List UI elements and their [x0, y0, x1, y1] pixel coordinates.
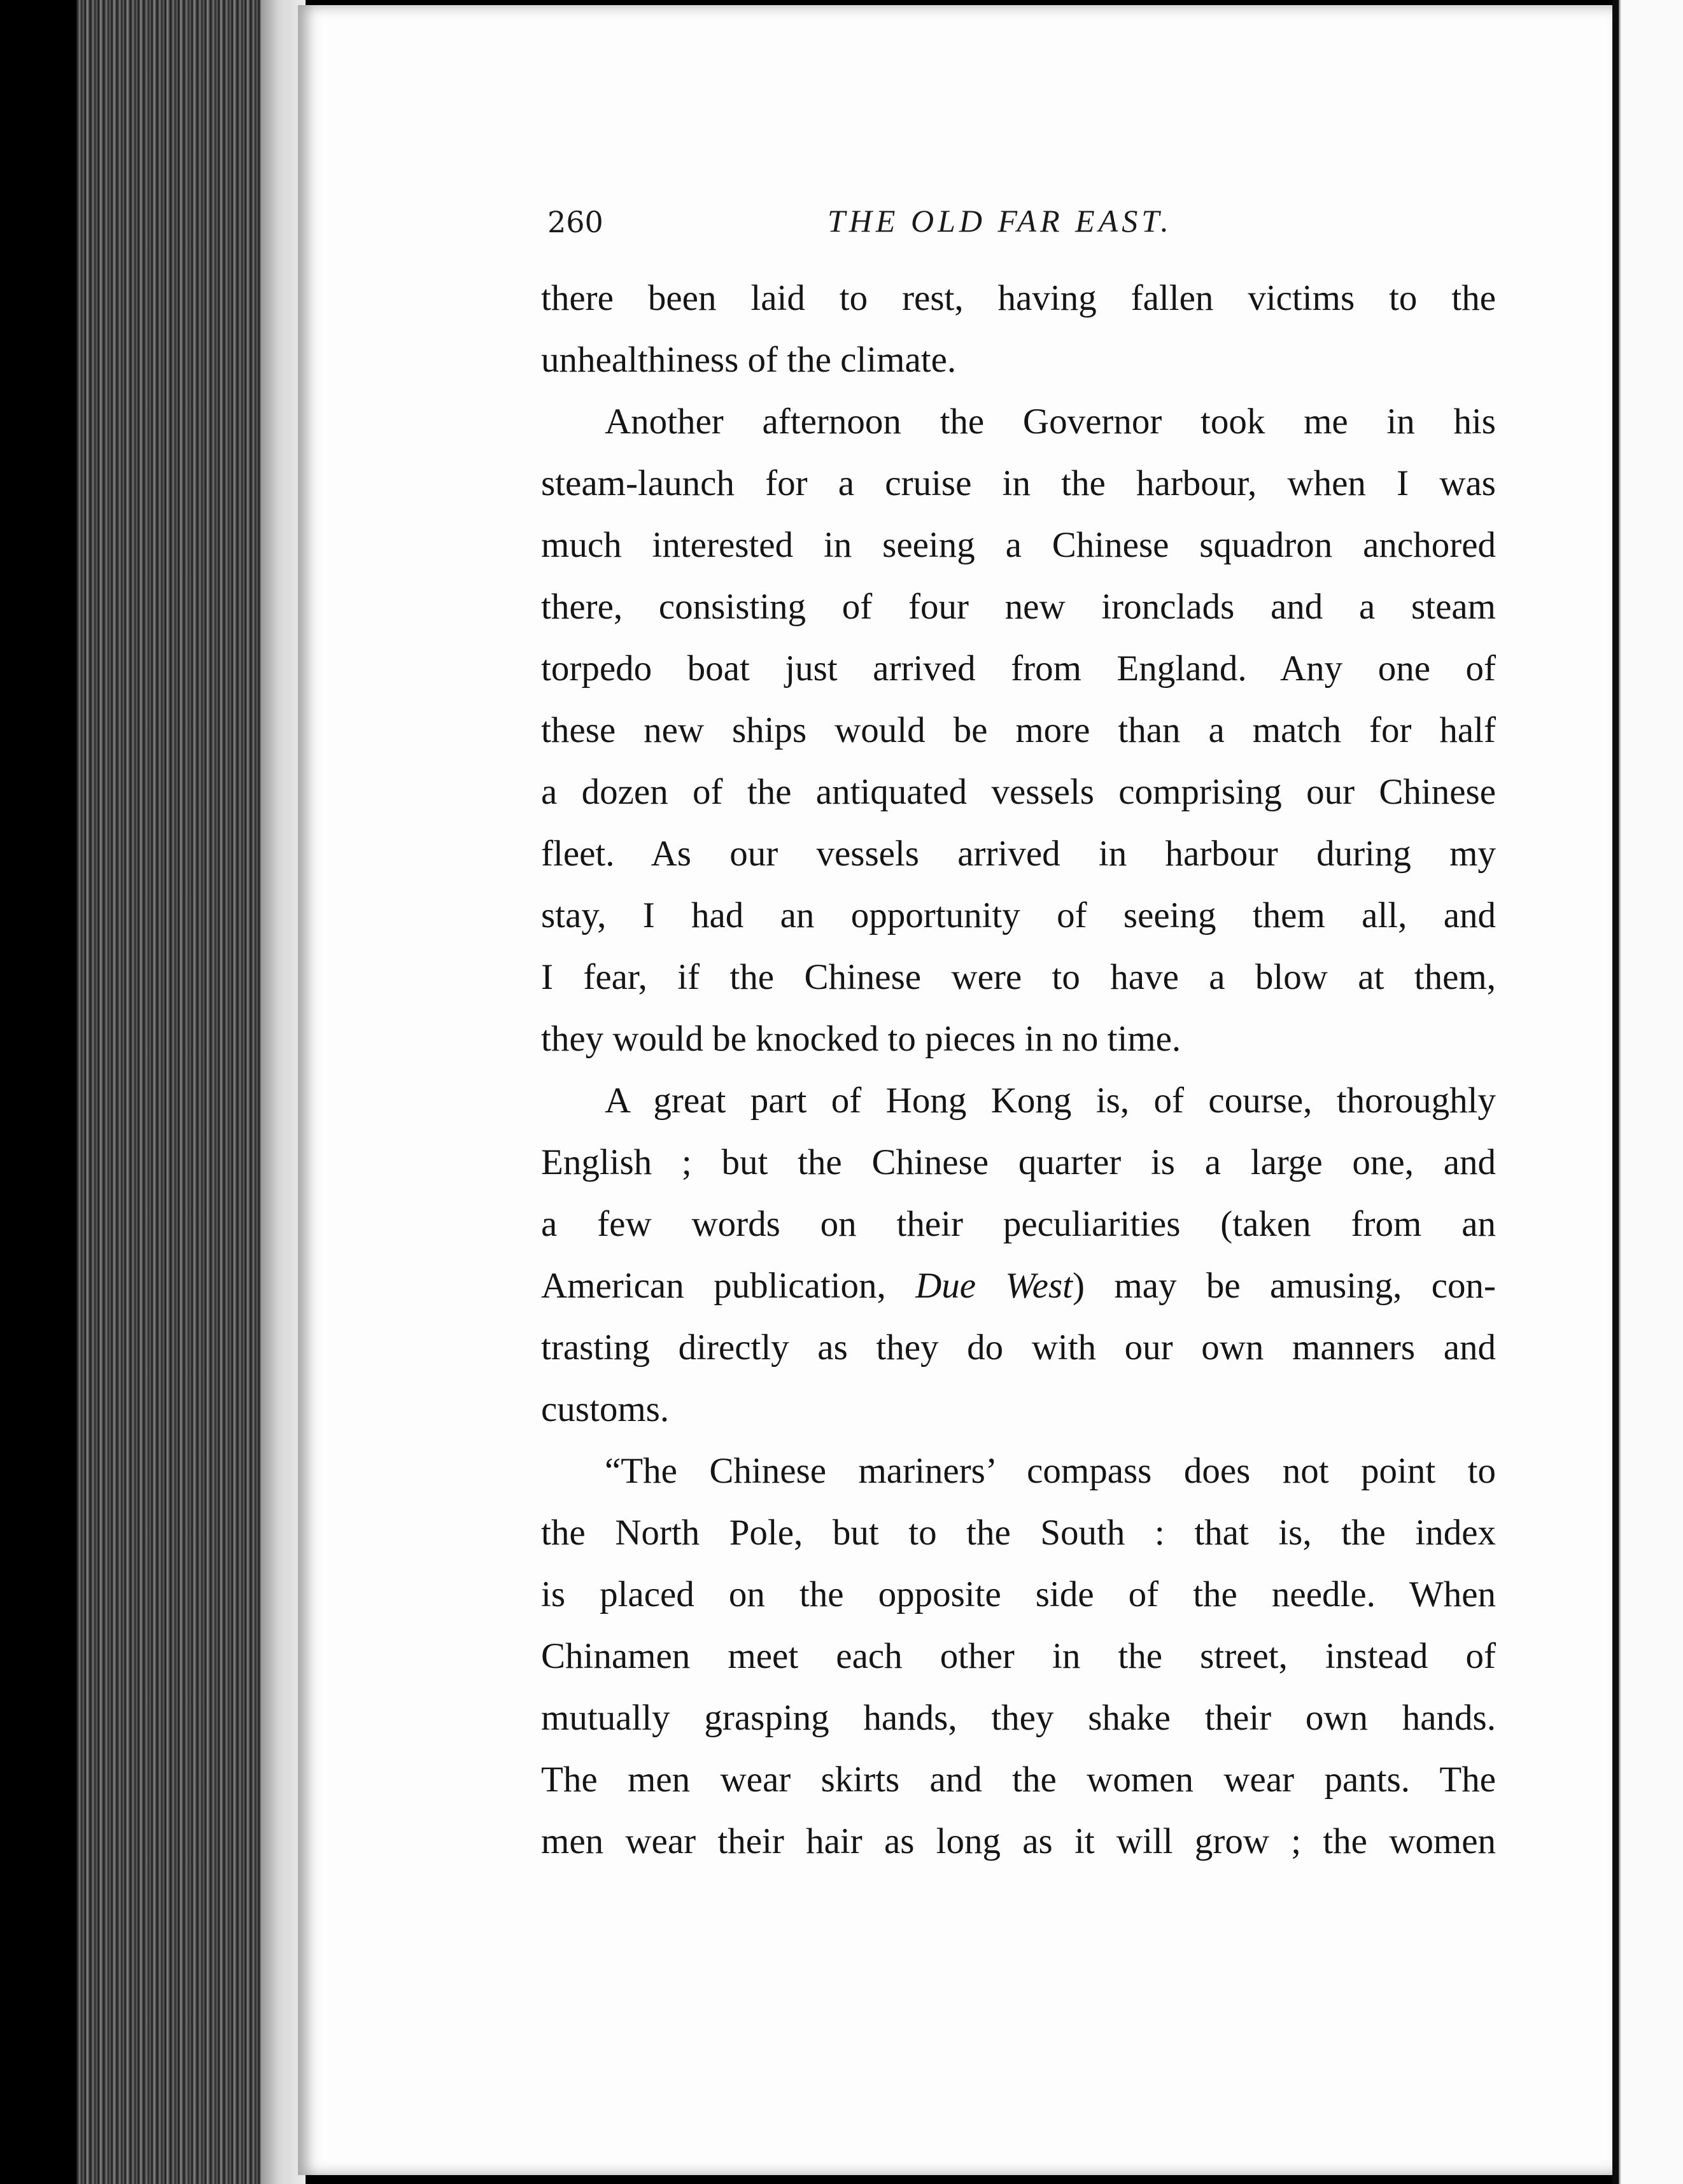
running-title: THE OLD FAR EAST. — [827, 203, 1172, 239]
running-head — [547, 202, 1502, 247]
text-line: Chinamen meet each other in the street, instead of — [541, 1636, 1496, 1676]
body-text — [541, 267, 1496, 1872]
text-line: a few words on their peculiarities (taken from an — [541, 1204, 1496, 1244]
text-line: torpedo boat just arrived from England. Any one of — [541, 648, 1496, 689]
text-line: The men wear skirts and the women wear pants. The — [541, 1760, 1496, 1800]
text-line: fleet. As our vessels arrived in harbour during my — [541, 834, 1496, 874]
text-line: customs. — [541, 1389, 670, 1429]
text-line: these new ships would be more than a match for half — [541, 710, 1496, 750]
text-line: Another afternoon the Governor took me in his — [605, 402, 1496, 442]
facing-page-edge — [1612, 0, 1683, 2184]
text-line: men wear their hair as long as it will grow ; the women — [541, 1821, 1496, 1861]
book-page-edges — [76, 0, 306, 2184]
italic-publication-title: Due West — [915, 1266, 1073, 1306]
text-line: is placed on the opposite side of the needle. When — [541, 1574, 1496, 1614]
text-line: stay, I had an opportunity of seeing them all, and — [541, 895, 1496, 935]
text-line: A great part of Hong Kong is, of course, thoroughly — [605, 1081, 1496, 1121]
text-line-with-italic — [541, 1255, 1496, 1317]
text-line: I fear, if the Chinese were to have a blow at them, — [541, 957, 1496, 997]
text-line: much interested in seeing a Chinese squadron anchored — [541, 525, 1496, 565]
page-number: 260 — [547, 205, 603, 239]
text-line: mutually grasping hands, they shake their own hands. — [541, 1698, 1496, 1738]
text-line: a dozen of the antiquated vessels comprising our Chinese — [541, 772, 1496, 812]
text-line: “The Chinese mariners’ compass does not point to — [605, 1451, 1496, 1491]
text-line: there been laid to rest, having fallen victims to the — [541, 278, 1496, 318]
text-line: steam-launch for a cruise in the harbour, when I was — [541, 463, 1496, 503]
text-line: they would be knocked to pieces in no time. — [541, 1019, 1181, 1059]
text-line: unhealthiness of the climate. — [541, 340, 957, 380]
text-line: there, consisting of four new ironclads and a steam — [541, 587, 1496, 627]
text-line: the North Pole, but to the South : that is, the index — [541, 1513, 1496, 1553]
text-fragment: American publication, — [541, 1266, 886, 1306]
text-line: English ; but the Chinese quarter is a large one, and — [541, 1142, 1496, 1182]
text-fragment: ) may be amusing, con- — [1073, 1266, 1496, 1306]
text-line: trasting directly as they do with our own manners and — [541, 1327, 1496, 1368]
